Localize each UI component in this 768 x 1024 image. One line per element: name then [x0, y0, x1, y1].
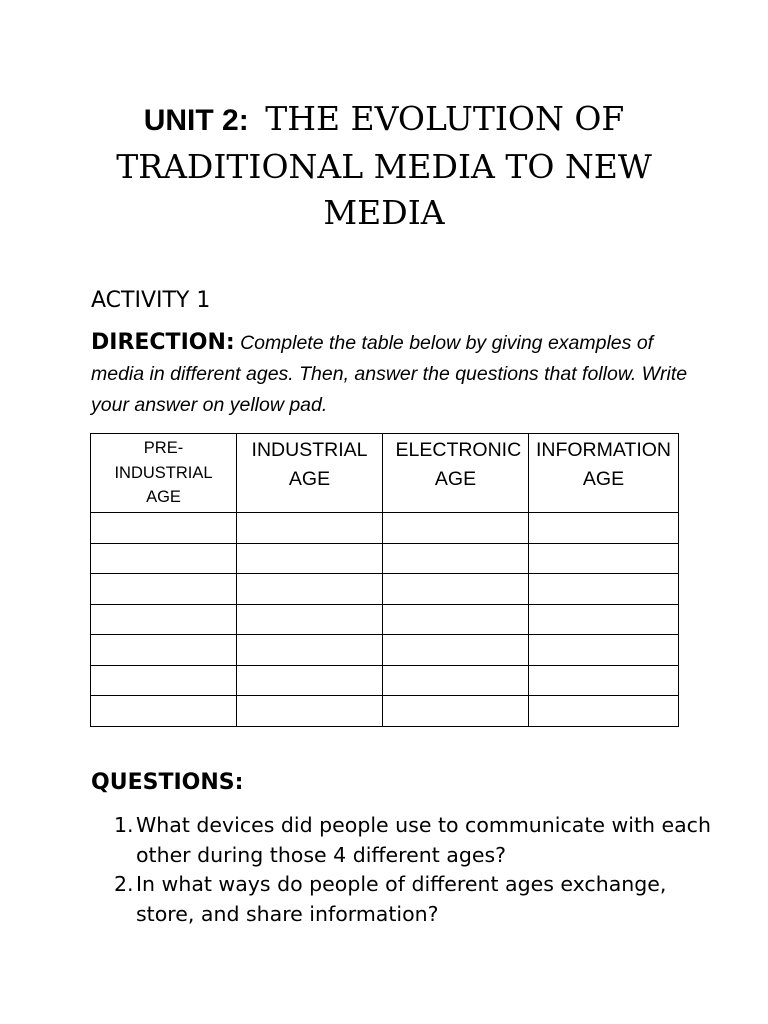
table-cell [91, 513, 237, 544]
table-cell [383, 574, 529, 605]
table-cell [237, 665, 383, 696]
table-header-row [91, 434, 679, 513]
header-pre-industrial-age: PRE-INDUSTRIAL AGE [91, 434, 237, 513]
table-cell [529, 513, 679, 544]
table-cell [237, 635, 383, 666]
question-text: What devices did people use to communicate with each other during those 4 different ages? [136, 813, 711, 867]
table-cell [237, 543, 383, 574]
table-cell [529, 604, 679, 635]
page-title [100, 96, 668, 236]
table-cell [529, 696, 679, 727]
table-cell [91, 543, 237, 574]
table-cell [529, 665, 679, 696]
question-item [114, 811, 714, 870]
table-cell [383, 696, 529, 727]
table-body [91, 513, 679, 727]
table-cell [383, 543, 529, 574]
direction-paragraph [91, 327, 691, 421]
table-row [91, 513, 679, 544]
table-cell [529, 574, 679, 605]
title-text: THE EVOLUTION OF TRADITIONAL MEDIA TO NEW MEDIA [116, 99, 652, 232]
questions-list [114, 811, 714, 929]
table-row [91, 635, 679, 666]
question-text: In what ways do people of different ages exchange, store, and share information? [136, 872, 667, 926]
table-cell [237, 604, 383, 635]
table-cell [91, 635, 237, 666]
question-number: 1. [114, 813, 134, 837]
table-cell [91, 665, 237, 696]
activity-heading: ACTIVITY 1 [91, 288, 211, 313]
table-cell [91, 574, 237, 605]
direction-text: Complete the table below by giving examples of media in different ages. Then, answer the questions that follow. Write your answer on yellow pad. [91, 332, 688, 416]
table-cell [383, 513, 529, 544]
table-cell [237, 574, 383, 605]
header-information-age: INFORMATION AGE [529, 434, 679, 513]
table-cell [237, 513, 383, 544]
header-electronic-age: ELECTRONIC AGE [383, 434, 529, 513]
table-row [91, 696, 679, 727]
question-item [114, 870, 714, 929]
direction-label: DIRECTION: [91, 330, 235, 355]
unit-label: UNIT 2: [143, 104, 249, 137]
table-cell [383, 635, 529, 666]
question-number: 2. [114, 872, 134, 896]
table-row [91, 543, 679, 574]
table-cell [529, 635, 679, 666]
table-cell [237, 696, 383, 727]
header-industrial-age: INDUSTRIAL AGE [237, 434, 383, 513]
table-cell [383, 604, 529, 635]
table-row [91, 574, 679, 605]
questions-heading: QUESTIONS: [91, 770, 244, 795]
table-row [91, 604, 679, 635]
media-ages-table [90, 433, 679, 727]
table-cell [91, 696, 237, 727]
table-cell [383, 665, 529, 696]
table-row [91, 665, 679, 696]
table-cell [91, 604, 237, 635]
table-cell [529, 543, 679, 574]
